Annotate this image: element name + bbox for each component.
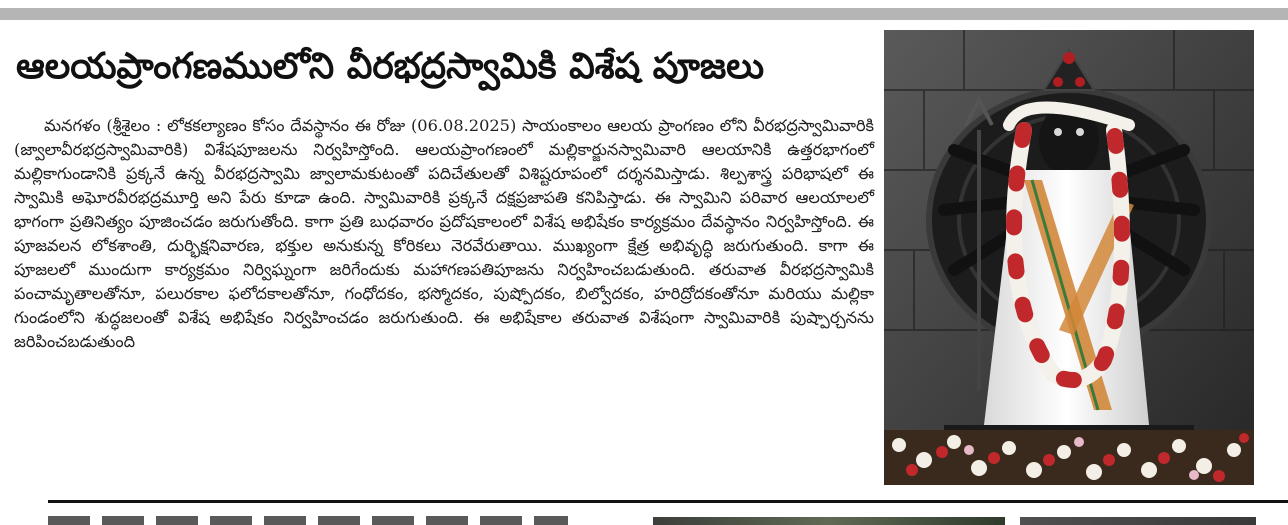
article-body: మనగళం (శ్రీశైలం : లోకకల్యాణం కోసం దేవస్థానం ఈ రోజు (06.08.2025) సాయంకాలం ఆలయ ప్రాంగణం లోని వీరభద్రస్వామివారికి (జ్వాలావీరభద్రస్వామివారికి) విశేషపూజలను నిర్వహిస్తోంది. ఆలయప్రాంగణంలో మల్లికార్జునస్వామివారి ఆలయానికి ఉత్తరభాగంలో మల్లికాగుండానికి ప్రక్కనే ఉన్న వీరభద్రస్వామి జ్వాలామకుటంతో పదిచేతులతో విశిష్టరూపంలో దర్శనమిస్తాడు. శిల్పశాస్త్ర పరిభాషలో ఈ స్వామికి అఘోరవీరభద్రమూర్తి అని పేరు కూడా ఉంది. స్వామివారికి ప్రక్కనే దక్షప్రజాపతి కనిపిస్తాడు. ఈ స్వామిని పరివార ఆలయాలలో భాగంగా ప్రతినిత్యం పూజించడం జరుగుతోంది. కాగా ప్రతి బుధవారం ప్రదోషకాలంలో విశేష అభిషేకం కార్యక్రమం దేవస్థానం నిర్వహిస్తోంది. ఈ పూజవలన లోకశాంతి, దుర్భిక్షనివారణ, భక్తుల అనుకున్న కోరికలు నెరవేరుతాయి. ముఖ్యంగా క్షేత్ర అభివృద్ధి జరుగుతుంది. కాగా ఈ పూజలలో ముందుగా కార్యక్రమం నిర్విఘ్నంగా జరిగేందుకు మహాగణపతిపూజను నిర్వహించబడుతుంది. తరువాత వీరభద్రస్వామికి పంచామృతాలతోనూ, పలురకాల ఫలోదకాలతోనూ, గంధోదకం, భస్మోదకం, పుష్పోదకం, బిల్వోదకం, హరిద్రోదకంతోనూ మరియు మల్లికా గుండంలోని శుద్ధజలంతో విశేష అభిషేకం నిర్వహించడం జరుగుతుంది. ఈ అభిషేకాల తరువాత విశేషంగా స్వామివారికి పుష్పార్చనను జరిపించబడుతుంది: [14, 116, 874, 351]
article-headline: ఆలయప్రాంగణములోని వీరభద్రస్వామికి విశేష పూజలు: [16, 46, 765, 87]
article-divider: [48, 500, 1288, 503]
news-article: [0, 28, 1288, 488]
deity-photo-icon: [884, 30, 1254, 485]
next-article-headline-clipped: [48, 510, 628, 525]
deity-photo: [884, 30, 1254, 485]
top-separator-bar: [0, 8, 1288, 20]
next-article-photo-clipped: [653, 517, 1005, 525]
next-article-photo-clipped-2: [1020, 517, 1256, 525]
